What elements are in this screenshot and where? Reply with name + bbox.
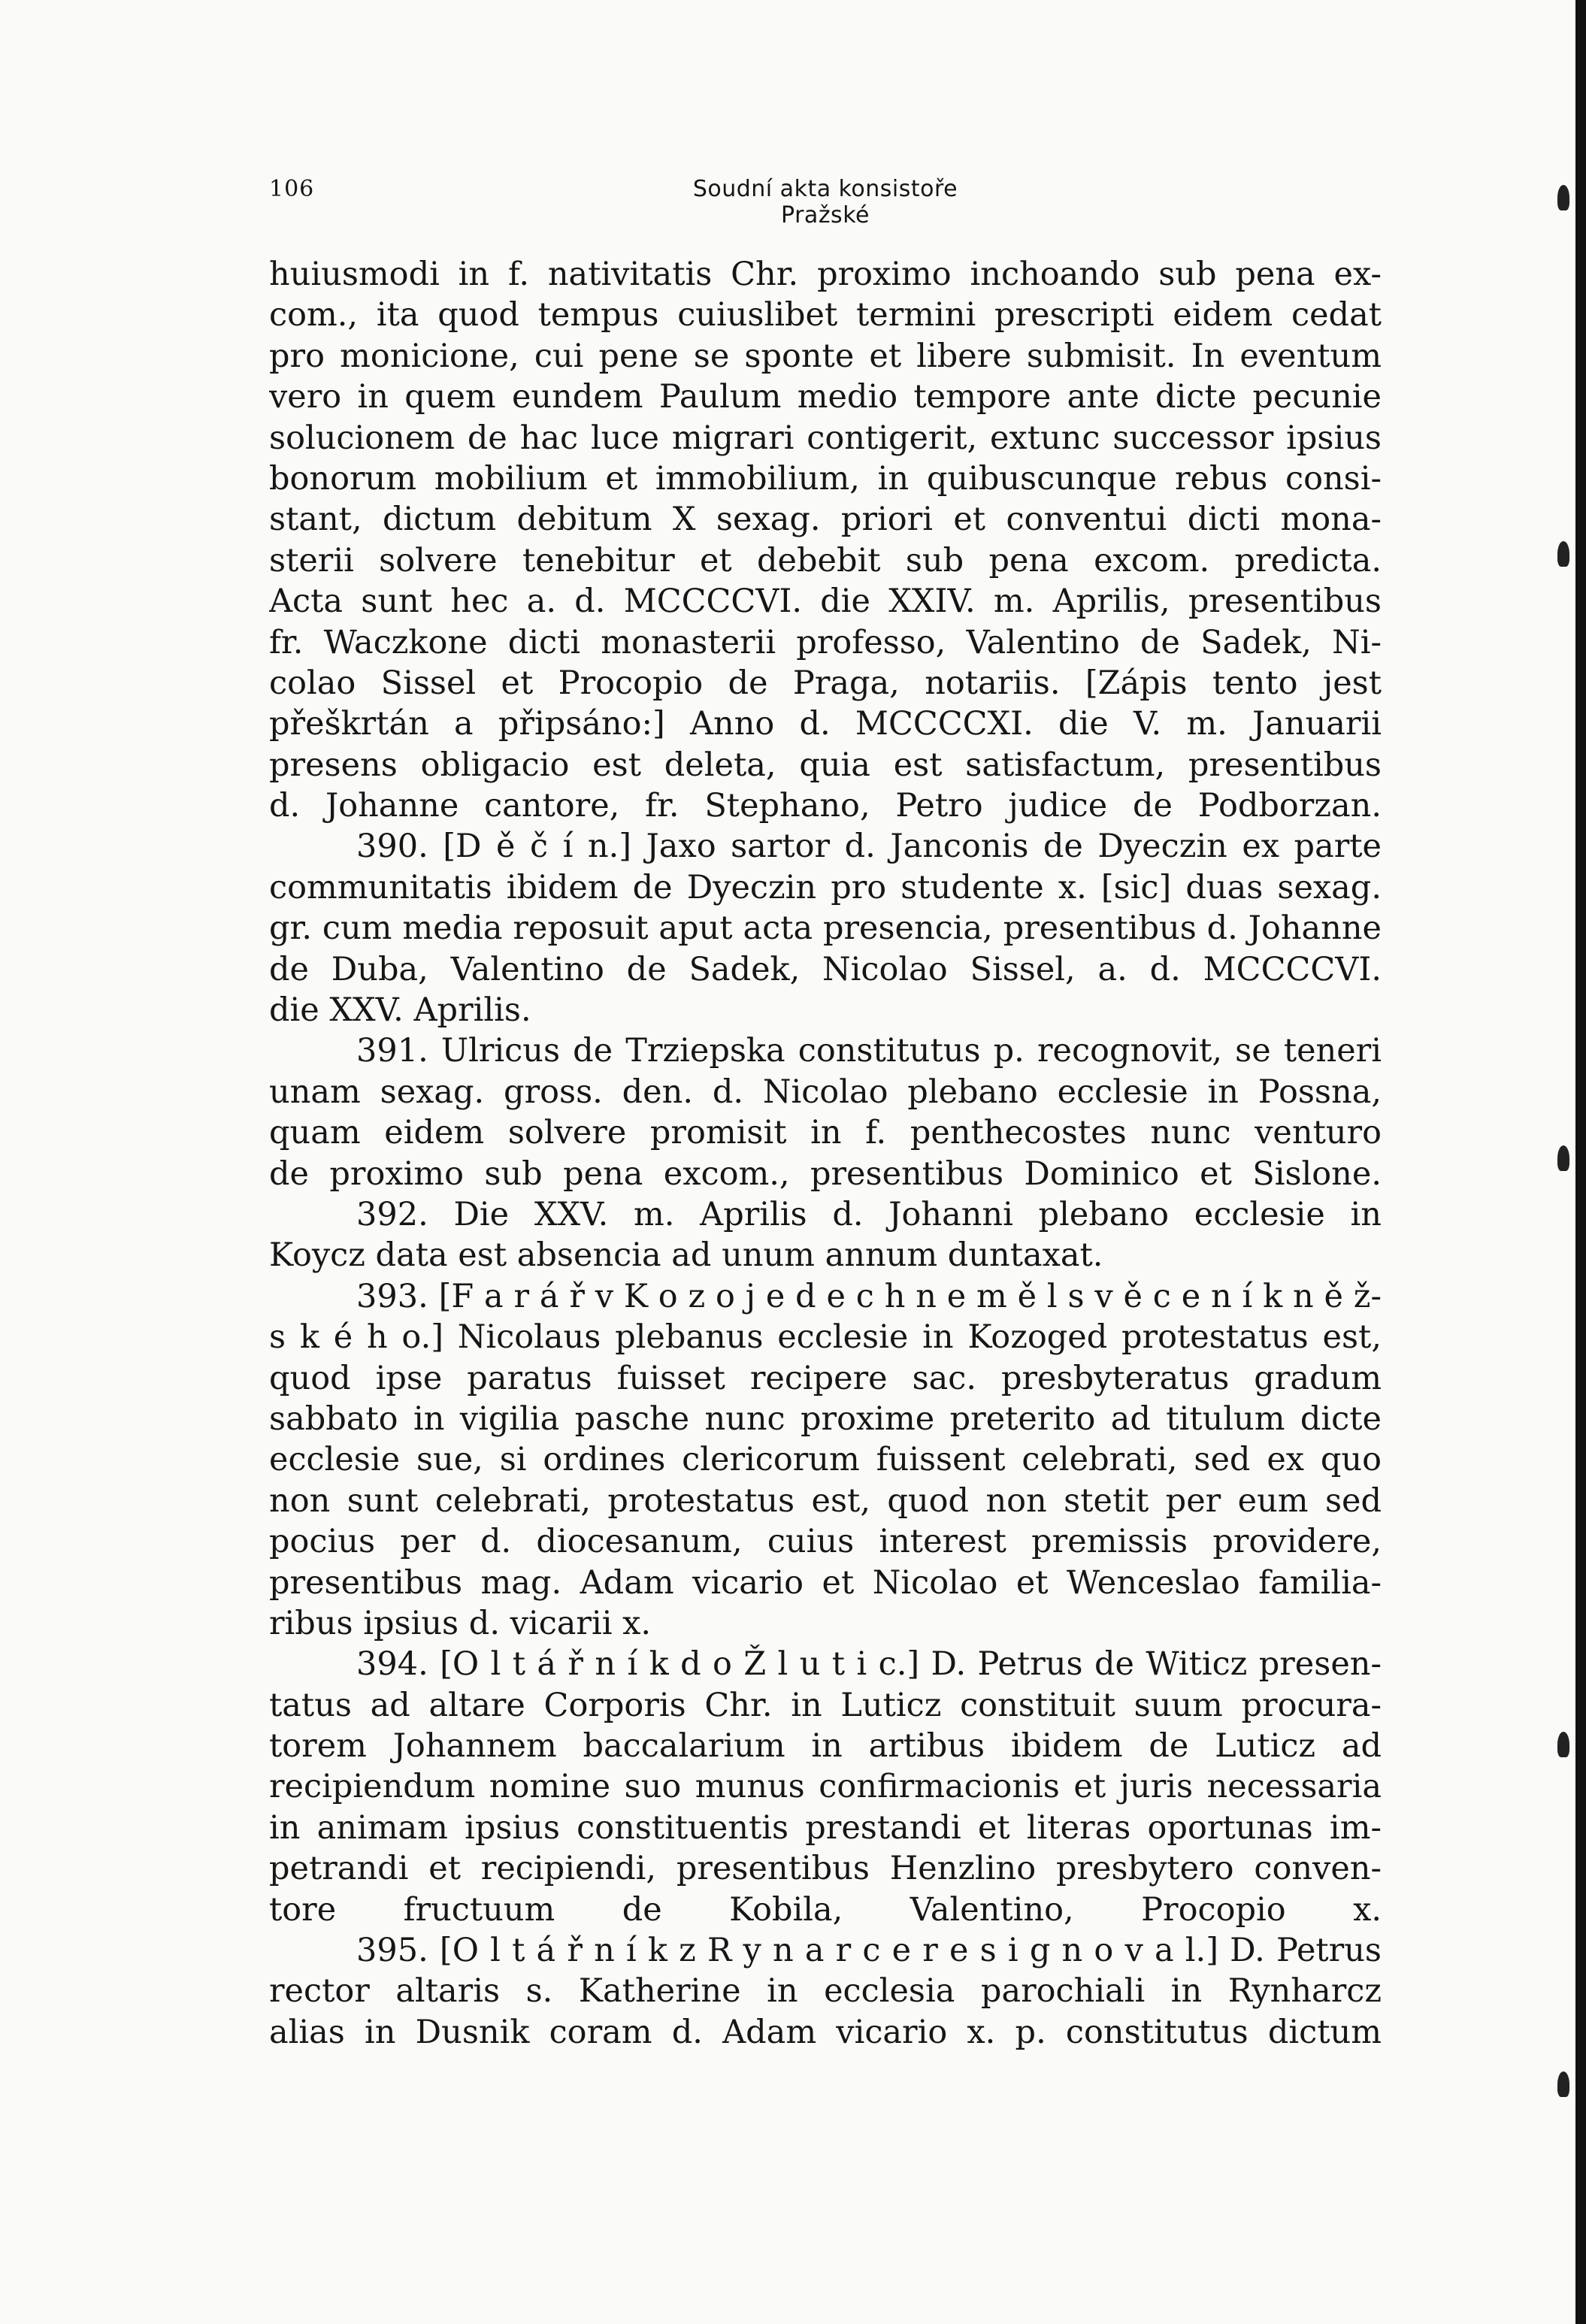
text-line: Acta sunt hec a. d. MCCCCVI. die XXIV. m. Aprilis, presentibus (269, 583, 1382, 621)
text-line: colao Sissel et Procopio de Praga, notariis. [Zápis tento jest (269, 664, 1382, 702)
text-line: presens obligacio est deleta, quia est satisfactum, presentibus (269, 746, 1382, 784)
text-line: quam eidem solvere promisit in f. penthecostes nunc venturo (269, 1114, 1382, 1152)
text-line: fr. Waczkone dicti monasterii professo, Valentino de Sadek, Ni- (269, 623, 1382, 661)
margin-mark (1557, 1145, 1569, 1171)
entry-first-line: 394. [O l t á ř n í k d o Ž l u t i c.] D. Petrus de Witicz presen- (356, 1645, 1382, 1684)
text-line: přeškrtán a připsáno:] Anno d. MCCCCXI. die V. m. Januarii (269, 705, 1382, 743)
text-line: de Duba, Valentino de Sadek, Nicolao Sissel, a. d. MCCCCVI. (269, 950, 1382, 988)
text-line: tatus ad altare Corporis Chr. in Luticz constituit suum procura- (269, 1686, 1382, 1724)
page-body (269, 254, 1382, 2053)
entry-first-line: 395. [O l t á ř n í k z R y n a r c e r e s i g n o v a l.] D. Petrus (356, 1932, 1382, 1970)
text-line: tore fructuum de Kobila, Valentino, Procopio x. (269, 1890, 1382, 1929)
text-line: rector altaris s. Katherine in ecclesia parochiali in Rynharcz (269, 1972, 1382, 2011)
text-line: stant, dictum debitum X sexag. priori et conventui dicti mona- (269, 501, 1382, 539)
text-line: communitatis ibidem de Dyeczin pro studente x. [sic] duas sexag. (269, 868, 1382, 906)
text-line: unam sexag. gross. den. d. Nicolao plebano ecclesie in Possna, (269, 1073, 1382, 1111)
entry-first-line: 392. Die XXV. m. Aprilis d. Johanni plebano ecclesie in (356, 1195, 1382, 1233)
margin-mark (1557, 185, 1569, 210)
text-line: ribus ipsius d. vicarii x. (269, 1604, 652, 1642)
margin-mark (1557, 1732, 1569, 1757)
text-line: recipiendum nomine suo munus confirmacionis et juris necessaria (269, 1768, 1382, 1806)
text-line: sterii solvere tenebitur et debebit sub pena excom. predicta. (269, 541, 1382, 579)
text-line: torem Johannem baccalarium in artibus ibidem de Luticz ad (269, 1727, 1382, 1766)
text-line: solucionem de hac luce migrari contigerit, extunc successor ipsius (269, 419, 1382, 457)
margin-mark (1557, 2071, 1569, 2097)
text-line: de proximo sub pena excom., presentibus Dominico et Sislone. (269, 1154, 1382, 1193)
text-line: d. Johanne cantore, fr. Stephano, Petro judice de Podborzan. (269, 787, 1382, 825)
margin-mark (1557, 541, 1569, 567)
text-line: non sunt celebrati, protestatus est, quod non stetit per eum sed (269, 1481, 1382, 1520)
text-line: ecclesie sue, si ordines clericorum fuissent celebrati, sed ex quo (269, 1441, 1382, 1479)
text-line: pocius per d. diocesanum, cuius interest premissis providere, (269, 1523, 1382, 1561)
text-line: Koycz data est absencia ad unum annum duntaxat. (269, 1236, 1103, 1275)
entry-first-line: 390. [D ě č í n.] Jaxo sartor d. Janconis de Dyeczin ex parte (356, 828, 1382, 866)
text-line: pro monicione, cui pene se sponte et libere submisit. In eventum (269, 337, 1382, 375)
text-line: huiusmodi in f. nativitatis Chr. proximo inchoando sub pena ex- (269, 256, 1382, 293)
text-line: die XXV. Aprilis. (269, 991, 531, 1030)
running-title: Soudní akta konsistoře Pražské (692, 176, 958, 228)
running-header (269, 176, 1382, 228)
page-number: 106 (269, 176, 315, 202)
entry-first-line: 393. [F a r á ř v K o z o j e d e c h n e m ě l s v ě c e n í k n ě ž- (356, 1277, 1382, 1315)
entry-first-line: 391. Ulricus de Trziepska constitutus p. recognovit, se teneri (356, 1032, 1382, 1070)
text-line: s k é h o.] Nicolaus plebanus ecclesie in Kozoged protestatus est, (269, 1318, 1382, 1357)
margin-marks (1541, 0, 1586, 2324)
text-line: bonorum mobilium et immobilium, in quibuscunque rebus consi- (269, 459, 1382, 498)
text-line: sabbato in vigilia pasche nunc proxime preterito ad titulum dicte (269, 1400, 1382, 1438)
text-line: gr. cum media reposuit aput acta presencia, presentibus d. Johanne (269, 909, 1382, 948)
text-line: quod ipse paratus fuisset recipere sac. presbyteratus gradum (269, 1359, 1382, 1397)
text-line: vero in quem eundem Paulum medio tempore ante dicte pecunie (269, 378, 1382, 416)
text-line: alias in Dusnik coram d. Adam vicario x. p. constitutus dictum (269, 2013, 1382, 2051)
text-line: com., ita quod tempus cuiuslibet termini prescripti eidem cedat (269, 296, 1382, 334)
text-line: presentibus mag. Adam vicario et Nicolao et Wenceslao familia- (269, 1563, 1382, 1602)
text-line: petrandi et recipiendi, presentibus Henzlino presbytero conven- (269, 1850, 1382, 1888)
text-line: in animam ipsius constituentis prestandi et literas oportunas im- (269, 1808, 1382, 1847)
